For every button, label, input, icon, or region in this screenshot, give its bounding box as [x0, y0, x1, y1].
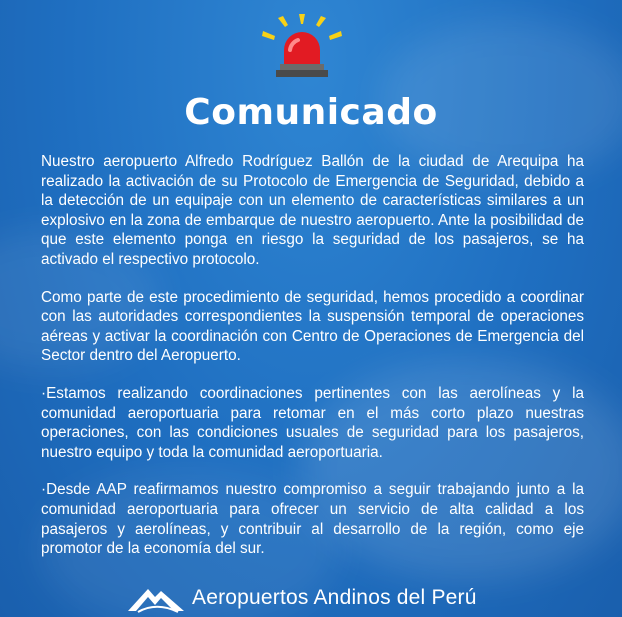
communique-body	[41, 152, 584, 577]
paragraph-intro: Nuestro aeropuerto Alfredo Rodríguez Ballón de la ciudad de Arequipa ha realizado la activación de su Protocolo de Emergencia de Seguridad, debido a la detección de un equipaje con un elemento de características similares a un explosivo en la zona de embarque de nuestro aeropuerto. Ante la posibilidad de que este elemento ponga en riesgo la seguridad de los pasajeros, se ha activado el respectivo protocolo.	[41, 153, 584, 268]
footer-brand	[128, 580, 477, 616]
mountain-logo-icon	[128, 583, 184, 613]
paragraph-coordination: ·Estamos realizando coordinaciones pertinentes con las aerolíneas y la comunidad aeroportuaria para retomar en el más corto plazo nuestras operaciones, con las condiciones usuales de seguridad para los pasajeros, nuestro equipo y toda la comunidad aeroportuaria.	[41, 384, 584, 461]
page-title: Comunicado	[184, 92, 438, 133]
siren-icon	[262, 14, 342, 78]
paragraph-commitment: ·Desde AAP reafirmamos nuestro compromiso a seguir trabajando junto a la comunidad aeroportuaria para ofrecer un servicio de alta calidad a los pasajeros y aerolíneas, y contribuir al desarrollo de la región, como eje promotor de la economía del sur.	[41, 481, 584, 558]
brand-name: Aeropuertos Andinos del Perú	[192, 586, 477, 609]
paragraph-procedure: Como parte de este procedimiento de seguridad, hemos procedido a coordinar con las autoridades correspondientes la suspensión temporal de operaciones aéreas y activar la coordinación con Centro de Operaciones de Emergencia del Sector dentro del Aeropuerto.	[41, 288, 584, 365]
